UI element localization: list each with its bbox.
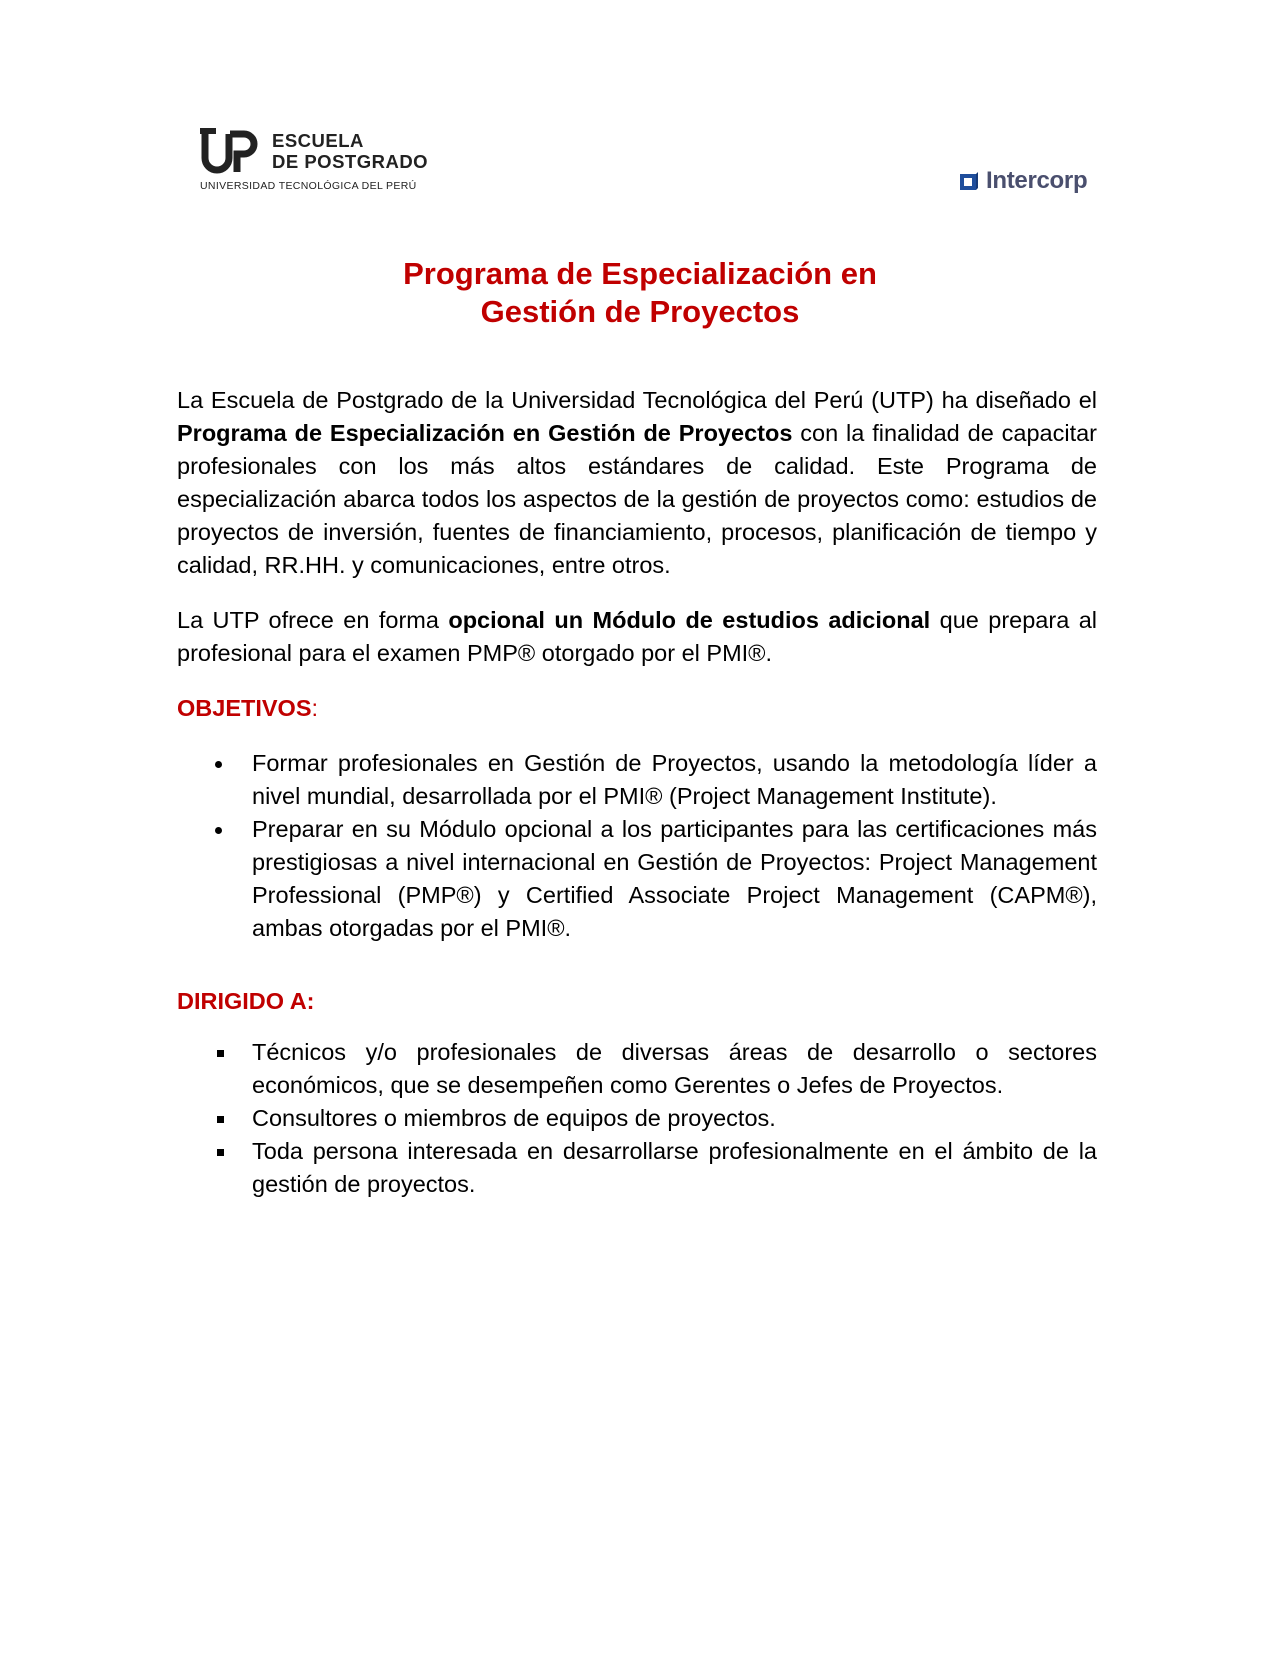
intro-paragraph xyxy=(177,384,1097,582)
utp-logo-text xyxy=(272,130,428,172)
utp-logo xyxy=(200,128,440,192)
objetivo-text-2: Preparar en su Módulo opcional a los participantes para las certificaciones más prestigiosas a nivel internacional en Gestión de Proyectos: Project Management Professional (PMP®) y Certified Associate Project Management (CAPM®), ambas otorgadas por el PMI®. xyxy=(252,816,1097,941)
intercorp-logo xyxy=(958,168,1087,194)
optional-module-paragraph xyxy=(177,604,1097,670)
dirigido-text-3: Toda persona interesada en desarrollarse profesionalmente en el ámbito de la gestión de proyectos. xyxy=(252,1138,1097,1197)
bullet-square-icon xyxy=(217,1149,224,1156)
document-body xyxy=(177,384,1097,1201)
intro-text-b: con la finalidad de capacitar profesionales con los más altos estándares de calidad. Este Programa de especialización abarca todos los aspectos de la gestión de proyectos como: estudios de proyectos de inversión, fuentes de financiamiento, procesos, planificación de tiempo y calidad, RR.HH. y comunicaciones, entre otros. xyxy=(177,420,1097,578)
dirigido-heading: DIRIGIDO A: xyxy=(177,988,315,1014)
objetivo-text-1: Formar profesionales en Gestión de Proyectos, usando la metodología líder a nivel mundial, desarrollada por el PMI® (Project Management Institute). xyxy=(252,750,1097,809)
intro-text-a: La Escuela de Postgrado de la Universidad Tecnológica del Perú (UTP) ha diseñado el xyxy=(177,387,1097,413)
list-item xyxy=(177,1036,1097,1102)
utp-logo-line2: DE POSTGRADO xyxy=(272,151,429,172)
dirigido-text-2: Consultores o miembros de equipos de proyectos. xyxy=(252,1105,776,1131)
page-title-line2: Gestión de Proyectos xyxy=(480,294,800,329)
bullet-square-icon xyxy=(217,1116,224,1123)
list-item xyxy=(177,747,1097,813)
page-title-line1: Programa de Especialización en xyxy=(403,256,877,291)
utp-logo-subtitle: UNIVERSIDAD TECNOLÓGICA DEL PERÚ xyxy=(200,180,417,192)
dirigido-list xyxy=(177,1036,1097,1201)
list-item xyxy=(177,813,1097,945)
utp-logo-line1: ESCUELA xyxy=(272,130,364,151)
intercorp-logo-mark-icon xyxy=(958,170,980,192)
objetivos-heading xyxy=(177,692,1097,725)
list-item xyxy=(177,1135,1097,1201)
intercorp-logo-text: Intercorp xyxy=(986,167,1088,194)
optional-module-bold: opcional un Módulo de estudios adicional xyxy=(448,607,931,633)
list-item xyxy=(177,1102,1097,1135)
objetivos-heading-colon: : xyxy=(311,695,319,721)
dirigido-text-1: Técnicos y/o profesionales de diversas áreas de desarrollo o sectores económicos, que se desempeñen como Gerentes o Jefes de Proyectos. xyxy=(252,1039,1097,1098)
objetivos-list xyxy=(177,747,1097,945)
bullet-dot-icon xyxy=(215,761,222,768)
utp-logo-mark-icon xyxy=(200,128,258,180)
optional-text-a: La UTP ofrece en forma xyxy=(177,607,449,633)
objetivos-heading-text: OBJETIVOS xyxy=(177,695,312,721)
bullet-dot-icon xyxy=(215,827,222,834)
page-title xyxy=(0,255,1280,331)
bullet-square-icon xyxy=(217,1050,224,1057)
optional-text-b: que prepara al profesional para el examen PMP® otorgado por el PMI®. xyxy=(177,607,1097,666)
intro-program-name: Programa de Especialización en Gestión de Proyectos xyxy=(177,420,793,446)
